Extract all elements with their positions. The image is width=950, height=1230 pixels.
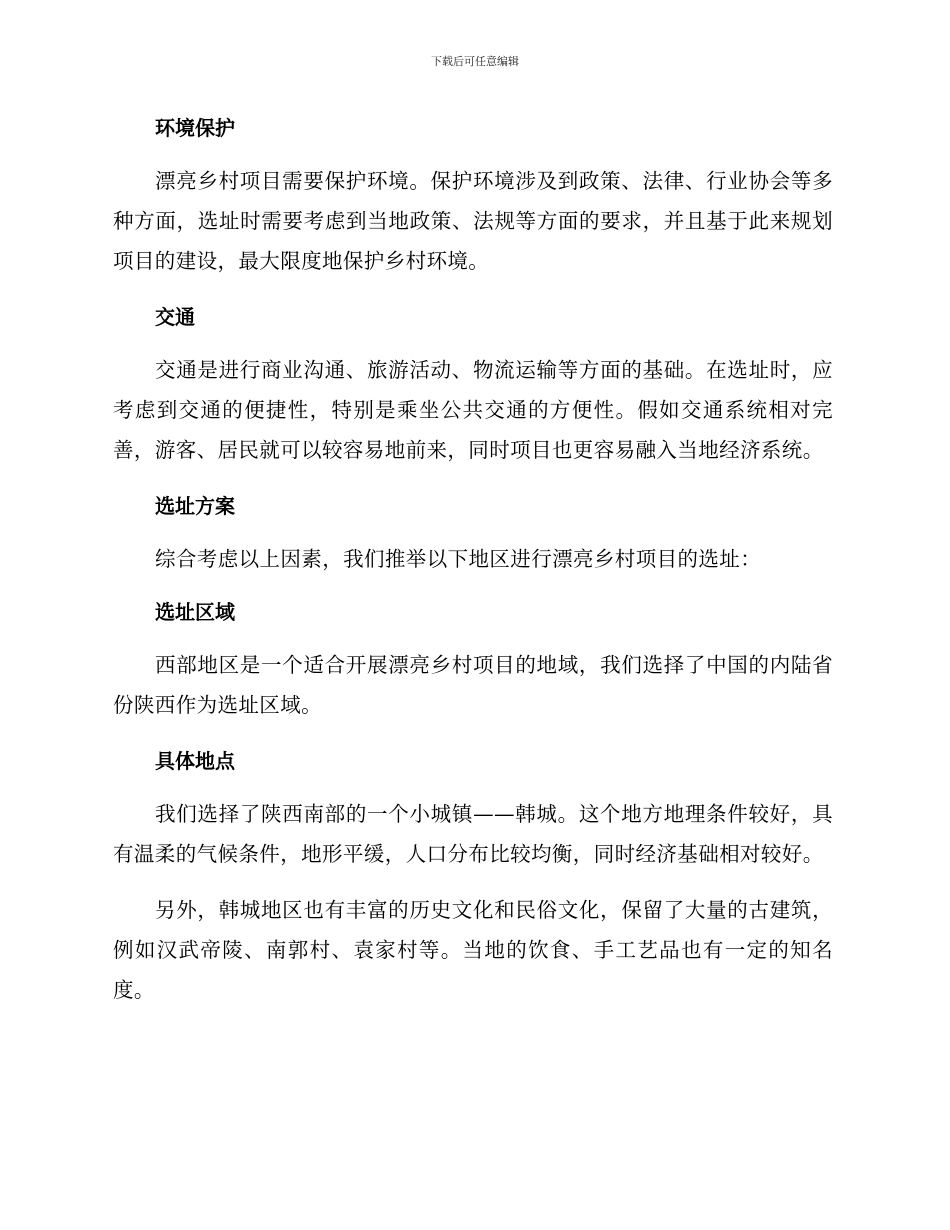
section-heading-transport: 交通 [155,305,195,329]
paragraph-environment: 漂亮乡村项目需要保护环境。保护环境涉及到政策、法律、行业协会等多种方面，选址时需要考虑到当地政策、法规等方面的要求，并且基于此来规划项目的建设，最大限度地保护乡村环境。 [113,169,833,273]
paragraph-site-region: 西部地区是一个适合开展漂亮乡村项目的地域，我们选择了中国的内陆省份陕西作为选址区域。 [113,653,833,717]
section-heading-specific-location: 具体地点 [155,749,235,773]
document-body [113,108,833,1010]
section-heading-site-region: 选址区域 [155,600,235,624]
paragraph-culture: 另外，韩城地区也有丰富的历史文化和民俗文化，保留了大量的古建筑，例如汉武帝陵、南郭村、袁家村等。当地的饮食、手工艺品也有一定的知名度。 [113,898,833,1002]
section-heading-site-plan: 选址方案 [155,494,235,518]
paragraph-site-plan: 综合考虑以上因素，我们推举以下地区进行漂亮乡村项目的选址： [155,547,762,571]
header-note: 下载后可任意编辑 [431,55,519,68]
paragraph-specific-location: 我们选择了陕西南部的一个小城镇——韩城。这个地方地理条件较好，具有温柔的气候条件，地形平缓，人口分布比较均衡，同时经济基础相对较好。 [113,802,833,866]
paragraph-transport: 交通是进行商业沟通、旅游活动、物流运输等方面的基础。在选址时，应考虑到交通的便捷性，特别是乘坐公共交通的方便性。假如交通系统相对完善，游客、居民就可以较容易地前来，同时项目也更容易融入当地经济系统。 [113,358,833,462]
section-heading-environment: 环境保护 [155,116,235,140]
